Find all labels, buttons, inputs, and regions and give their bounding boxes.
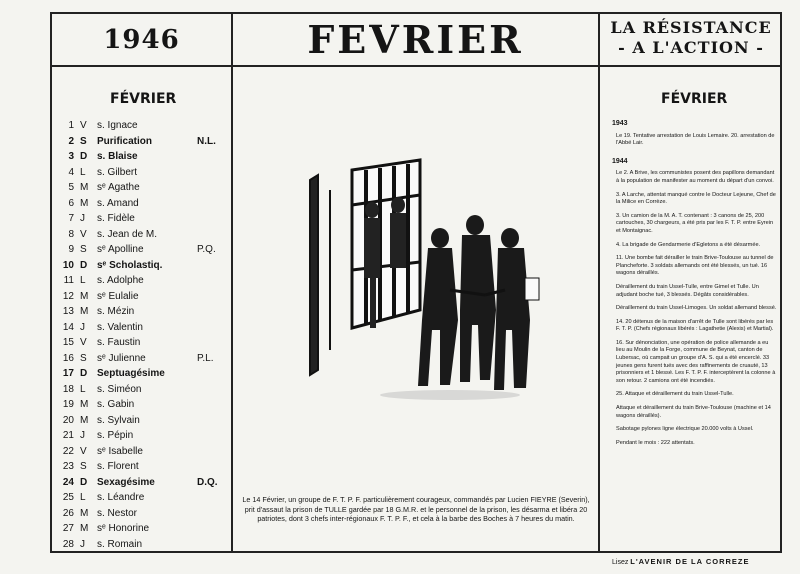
- day-row: [56, 242, 226, 258]
- day-list: [56, 118, 226, 552]
- day-row: [56, 444, 226, 460]
- saint-name: s. Blaise: [97, 151, 138, 162]
- day-number: 15: [62, 337, 74, 348]
- saint-name: sᵉ Honorine: [97, 523, 150, 534]
- day-of-week: D: [80, 259, 88, 271]
- year-1944-label: 1944: [612, 157, 628, 165]
- day-number: 8: [68, 228, 74, 240]
- day-of-week: V: [80, 120, 87, 131]
- day-number: 11: [63, 275, 74, 286]
- fighter-body: [494, 248, 530, 390]
- day-of-week: D: [80, 151, 88, 162]
- day-of-week: J: [80, 430, 85, 441]
- saint-name: s. Pépin: [97, 430, 134, 441]
- day-row: [56, 459, 226, 475]
- moon-phase-note: D.Q.: [197, 476, 218, 488]
- saint-name: s. Siméon: [97, 383, 142, 395]
- year-1943-label: 1943: [612, 120, 628, 127]
- event-item: Déraillement du train Ussel-Tulle, entre Gimel et Tulle. Un adjudant boche tué, 3 blessés. Dégâts considérables.: [616, 283, 759, 298]
- day-number: 5: [68, 182, 74, 193]
- saint-name: sᵉ Isabelle: [97, 445, 143, 457]
- day-row: [56, 506, 226, 522]
- day-number: 7: [68, 213, 74, 224]
- saint-name: s. Valentin: [97, 321, 143, 333]
- day-of-week: J: [80, 321, 85, 333]
- day-number: 23: [62, 461, 74, 472]
- fighters-group: [418, 215, 539, 390]
- fighter-body: [460, 235, 496, 382]
- day-of-week: V: [80, 445, 87, 457]
- day-of-week: D: [80, 368, 88, 379]
- saint-name: sᵉ Apolline: [97, 244, 144, 255]
- day-of-week: M: [80, 182, 89, 193]
- event-item: 3. A Larche, attentat manqué contre le Docteur Lejeune, Chef de la Milice en Corrèze.: [616, 191, 776, 206]
- day-number: 12: [62, 290, 74, 302]
- document-held: [525, 278, 539, 300]
- right-column-divider: [598, 12, 600, 553]
- wall-edge: [310, 175, 318, 375]
- moon-phase-note: N.L.: [197, 135, 216, 147]
- day-of-week: M: [80, 523, 89, 534]
- day-number: 1: [68, 120, 74, 131]
- day-of-week: M: [80, 306, 89, 317]
- saint-name: sᵉ Agathe: [97, 182, 140, 193]
- saint-name: s. Sylvain: [97, 414, 140, 426]
- resistance-title-line1: LA RÉSISTANCE: [610, 18, 772, 37]
- events-list: [606, 120, 778, 453]
- saint-name: s. Gabin: [97, 399, 135, 410]
- saint-name: Purification: [97, 135, 153, 147]
- day-of-week: S: [80, 352, 87, 364]
- fighter-body: [418, 248, 458, 386]
- day-row: [56, 273, 226, 289]
- day-row: [56, 118, 226, 134]
- saint-name: Septuagésime: [97, 368, 165, 379]
- day-number: 27: [62, 523, 74, 534]
- day-number: 17: [62, 368, 74, 379]
- day-of-week: V: [80, 228, 87, 240]
- day-row: [56, 335, 226, 351]
- event-item: Le 19. Tentative arrestation de Louis Lemaire. 20. arrestation de l'Abbé Lair.: [616, 132, 775, 147]
- day-row: [56, 397, 226, 413]
- resistance-title: [600, 18, 782, 58]
- day-of-week: L: [80, 492, 86, 503]
- day-of-week: V: [80, 337, 87, 348]
- day-of-week: M: [80, 399, 89, 410]
- day-number: 16: [62, 352, 74, 364]
- day-row: [56, 258, 226, 274]
- event-item: Sabotage pylones ligne électrique 20.000 volts à Ussel.: [616, 426, 754, 433]
- day-row: [56, 320, 226, 336]
- day-number: 24: [62, 476, 74, 488]
- day-of-week: L: [80, 166, 86, 178]
- event-item: Attaque et déraillement du train Brive-Toulouse (machine et 14 wagons déraillés).: [616, 405, 771, 419]
- day-of-week: S: [80, 244, 87, 255]
- day-number: 14: [62, 321, 74, 333]
- day-number: 19: [62, 399, 74, 410]
- day-number: 13: [62, 306, 74, 317]
- day-of-week: M: [80, 197, 89, 209]
- day-row: [56, 180, 226, 196]
- ground-shadow: [380, 390, 520, 400]
- saint-name: s. Romain: [97, 538, 143, 550]
- event-item: Le 2. A Brive, les communistes posent des papillons demandant à la population de manifester au moment du départ d'un convoi.: [616, 170, 775, 184]
- day-number: 25: [62, 492, 74, 503]
- day-row: [56, 134, 226, 150]
- saint-name: sᵉ Julienne: [97, 352, 146, 364]
- footer-brand: L'AVENIR DE LA CORREZE: [630, 557, 750, 566]
- day-number: 21: [62, 430, 74, 441]
- day-row: [56, 149, 226, 165]
- saint-name: s. Fidèle: [97, 213, 135, 224]
- day-row: [56, 165, 226, 181]
- event-item: 14. 20 détenus de la maison d'arrêt de Tulle sont libérés par les F. T. P. (Chefs régionaux libérés : Lagathetie (Alexis) et Martial).: [616, 318, 774, 333]
- day-of-week: M: [80, 290, 89, 302]
- saint-name: Sexagésime: [97, 476, 155, 488]
- day-of-week: D: [80, 476, 88, 488]
- saint-name: s. Gilbert: [97, 166, 138, 178]
- left-column-divider: [231, 12, 233, 553]
- day-row: [56, 196, 226, 212]
- event-item: 4. La brigade de Gendarmerie d'Egletons a été désarmée.: [616, 241, 761, 248]
- resistance-title-line2: - A L'ACTION -: [618, 38, 764, 57]
- day-number: 26: [62, 507, 74, 519]
- events-heading: FÉVRIER: [661, 91, 728, 107]
- saint-name: s. Florent: [97, 461, 139, 472]
- day-of-week: S: [80, 135, 87, 147]
- event-item: 16. Sur dénonciation, une opération de police allemande a eu lieu au Moulin de la Forge, commune de Beynat, canton de Lubersac, où campait un groupe d'A. S. qui a été encerclé. 33 jeunes gens furent tués avec des raffinements de cruauté, 13 prisonniers et 1 blessé. Les F. T. P. F. interceptèrent la colonne à son retour. 2 camions ont été incendiés.: [616, 339, 776, 384]
- moon-phase-note: P.Q.: [197, 244, 216, 255]
- day-of-week: J: [80, 213, 85, 224]
- day-row: [56, 211, 226, 227]
- saint-name: s. Nestor: [97, 507, 138, 519]
- day-row: [56, 366, 226, 382]
- event-item: Pendant le mois : 222 attentats.: [616, 439, 695, 446]
- saint-name: s. Léandre: [97, 492, 145, 503]
- day-row: [56, 227, 226, 243]
- day-of-week: M: [80, 414, 89, 426]
- footer: [612, 557, 750, 566]
- saint-name: s. Mézin: [97, 306, 135, 317]
- day-row: [56, 428, 226, 444]
- day-row: [56, 413, 226, 429]
- calendar-heading: FÉVRIER: [110, 91, 177, 107]
- day-of-week: J: [80, 538, 85, 550]
- day-row: [56, 521, 226, 537]
- event-item: 3. Un camion de la M. A. T. contenant : 3 canons de 25, 200 cartouches, 30 chargeurs, a été pris par les F. T. P. entre Eyrein et Montaignac.: [616, 212, 774, 234]
- prison-assault-illustration: [300, 150, 540, 410]
- footer-prefix: Lisez: [612, 559, 629, 566]
- day-number: 20: [62, 414, 74, 426]
- saint-name: s. Jean de M.: [97, 228, 158, 240]
- day-row: [56, 537, 226, 553]
- day-of-week: L: [80, 383, 86, 395]
- day-number: 9: [68, 244, 74, 255]
- event-item: 11. Une bombe fait dérailler le train Brive-Toulouse au tunnel de Plancheforte. 3 soldats allemands ont été blessés, un tué. 16 wagons déraillés.: [616, 255, 774, 277]
- day-row: [56, 304, 226, 320]
- fighter-head: [501, 228, 519, 248]
- day-number: 28: [62, 538, 74, 550]
- day-row: [56, 382, 226, 398]
- saint-name: s. Faustin: [97, 337, 141, 348]
- day-number: 10: [62, 259, 74, 271]
- day-number: 22: [62, 445, 74, 457]
- fighter-head: [466, 215, 484, 235]
- moon-phase-note: P.L.: [197, 352, 214, 364]
- day-row: [56, 289, 226, 305]
- day-number: 6: [68, 197, 74, 209]
- year-title: 1946: [103, 24, 180, 55]
- saint-name: sᵉ Eulalie: [97, 290, 139, 302]
- month-title: FEVRIER: [307, 17, 524, 62]
- day-row: [56, 490, 226, 506]
- day-row: [56, 351, 226, 367]
- illustration-caption: Le 14 Février, un groupe de F. T. P. F. particulièrement courageux, commandés par Lucien FIEYRE (Severin), prit d'assaut la prison de TULLE gardée par 18 G.M.R. et le personnel de la prison, les désarma et libéra 20 patriotes, dont 3 chefs inter-régionaux F. T. P. F., et cela à la barbe des Boches à 7 heures du matin.: [242, 495, 590, 523]
- day-row: [56, 475, 226, 491]
- day-number: 4: [68, 166, 74, 178]
- day-number: 3: [68, 151, 74, 162]
- fighter-head: [431, 228, 449, 248]
- saint-name: sᵉ Scholastiq.: [97, 259, 163, 271]
- day-of-week: L: [80, 275, 86, 286]
- day-of-week: S: [80, 461, 87, 472]
- saint-name: s. Ignace: [97, 120, 138, 131]
- header-divider: [50, 65, 782, 67]
- day-of-week: M: [80, 507, 89, 519]
- saint-name: s. Amand: [97, 197, 139, 209]
- event-item: Déraillement du train Ussel-Limoges. Un soldat allemand blessé.: [616, 305, 777, 312]
- day-number: 18: [62, 383, 74, 395]
- saint-name: s. Adolphe: [97, 275, 144, 286]
- event-item: 25. Attaque et déraillement du train Ussel-Tulle.: [616, 391, 734, 398]
- day-number: 2: [68, 135, 74, 147]
